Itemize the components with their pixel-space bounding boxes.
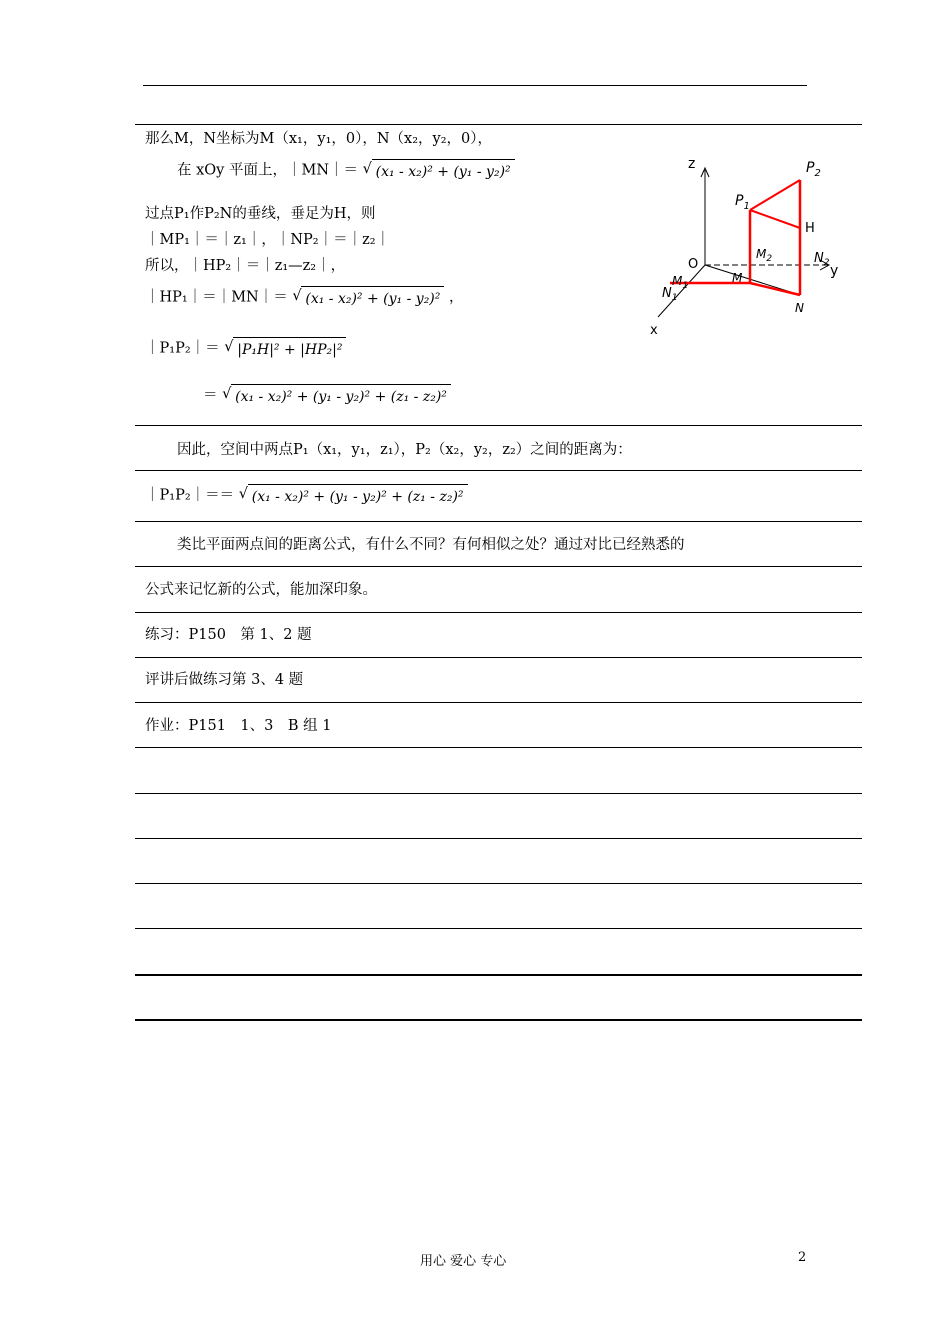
- hp1-suffix: ，: [449, 289, 464, 306]
- table-rule: [135, 838, 862, 839]
- table-rule: [135, 1019, 862, 1021]
- perpendicular-line: 过点P₁作P₂N的垂线，垂足为H，则: [145, 206, 376, 222]
- mn-sqrt: √ (x₁ - x₂)² + (y₁ - y₂)²: [363, 159, 515, 182]
- m2-label: $M_2$: [756, 247, 773, 264]
- p1p2-line-b: [203, 384, 451, 407]
- hp1-sqrt: √ (x₁ - x₂)² + (y₁ - y₂)²: [292, 286, 444, 309]
- m-label: M: [732, 271, 743, 285]
- hp1-line: [145, 286, 464, 309]
- hp1-label: ｜HP₁｜＝｜MN｜＝: [145, 289, 288, 306]
- n2-label: $N_2$: [814, 251, 830, 268]
- p1p2-sqrt-b: √ (x₁ - x₂)² + (y₁ - y₂)² + (z₁ - z₂)²: [222, 384, 451, 407]
- page-number: 2: [798, 1250, 807, 1265]
- m1-label: $M_1$: [672, 274, 689, 291]
- homework-text: 作业：P151 1、3 B 组 1: [145, 718, 332, 734]
- exercise-text: 练习：P150 第 1、2 题: [145, 627, 312, 643]
- hp2-line: 所以，｜HP₂｜＝｜z₁—z₂｜，: [145, 258, 346, 274]
- table-rule: [135, 793, 862, 794]
- coordinate-figure: [640, 150, 840, 340]
- mn-distance-line: [177, 159, 515, 182]
- distance-sqrt: √ (x₁ - x₂)² + (y₁ - y₂)² + (z₁ - z₂)²: [239, 484, 468, 507]
- table-rule: [135, 612, 862, 613]
- z-label: z: [688, 156, 696, 172]
- hp1-formula: (x₁ - x₂)² + (y₁ - y₂)²: [301, 286, 444, 309]
- memory-text: 公式来记忆新的公式，能加深印象。: [145, 582, 377, 598]
- y-label: y: [830, 263, 839, 279]
- review-text: 评讲后做练习第 3、4 题: [145, 672, 304, 688]
- p1p2-line-a: [145, 337, 346, 360]
- coordinates-line: 那么M，N坐标为M（x₁，y₁，0），N（x₂，y₂，0），: [145, 131, 493, 147]
- table-rule: [135, 425, 862, 426]
- p2-label: $P_2$: [806, 160, 821, 179]
- distance-formula: (x₁ - x₂)² + (y₁ - y₂)² + (z₁ - z₂)²: [248, 484, 468, 507]
- table-rule: [135, 566, 862, 567]
- analogy-text: 类比平面两点间的距离公式，有什么不同？有何相似之处？通过对比已经熟悉的: [177, 537, 685, 553]
- x-label: x: [650, 323, 658, 338]
- distance-formula-label: ｜P₁P₂｜＝＝: [145, 487, 235, 504]
- table-rule: [135, 747, 862, 748]
- m-n-line: [750, 283, 800, 295]
- mn-formula: (x₁ - x₂)² + (y₁ - y₂)²: [372, 159, 515, 182]
- p1p2-label: ｜P₁P₂｜＝: [145, 340, 220, 357]
- p1p2-formula-a: |P₁H|² + |HP₂|²: [233, 337, 346, 360]
- h-label: H: [805, 221, 815, 236]
- p1-label: $P_1$: [735, 193, 750, 212]
- header-rule: [143, 85, 807, 86]
- p1-p2-line: [750, 180, 800, 210]
- p1p2-sqrt-a: √ |P₁H|² + |HP₂|²: [224, 337, 346, 360]
- mn-label: 在 xOy 平面上，｜MN｜＝: [177, 162, 359, 179]
- mp-np-line: ｜MP₁｜＝｜z₁｜，｜NP₂｜＝｜z₂｜: [145, 232, 391, 248]
- conclusion-line: 因此，空间中两点P₁（x₁，y₁，z₁），P₂（x₂，y₂，z₂）之间的距离为：: [177, 442, 632, 458]
- n-label: N: [795, 301, 804, 315]
- table-rule: [135, 470, 862, 471]
- table-rule: [135, 702, 862, 703]
- table-rule: [135, 124, 862, 125]
- table-rule: [135, 883, 862, 884]
- equals-sign: ＝: [203, 387, 218, 404]
- table-rule: [135, 521, 862, 522]
- p1-h-line: [750, 210, 800, 228]
- distance-formula-line: [145, 484, 468, 507]
- footer-slogan: 用心 爱心 专心: [420, 1254, 507, 1269]
- p1p2-formula-b: (x₁ - x₂)² + (y₁ - y₂)² + (z₁ - z₂)²: [231, 384, 451, 407]
- table-rule: [135, 657, 862, 658]
- origin-label: O: [688, 257, 699, 272]
- table-rule: [135, 928, 862, 929]
- table-rule: [135, 974, 862, 976]
- n1-label: $N_1$: [662, 286, 678, 303]
